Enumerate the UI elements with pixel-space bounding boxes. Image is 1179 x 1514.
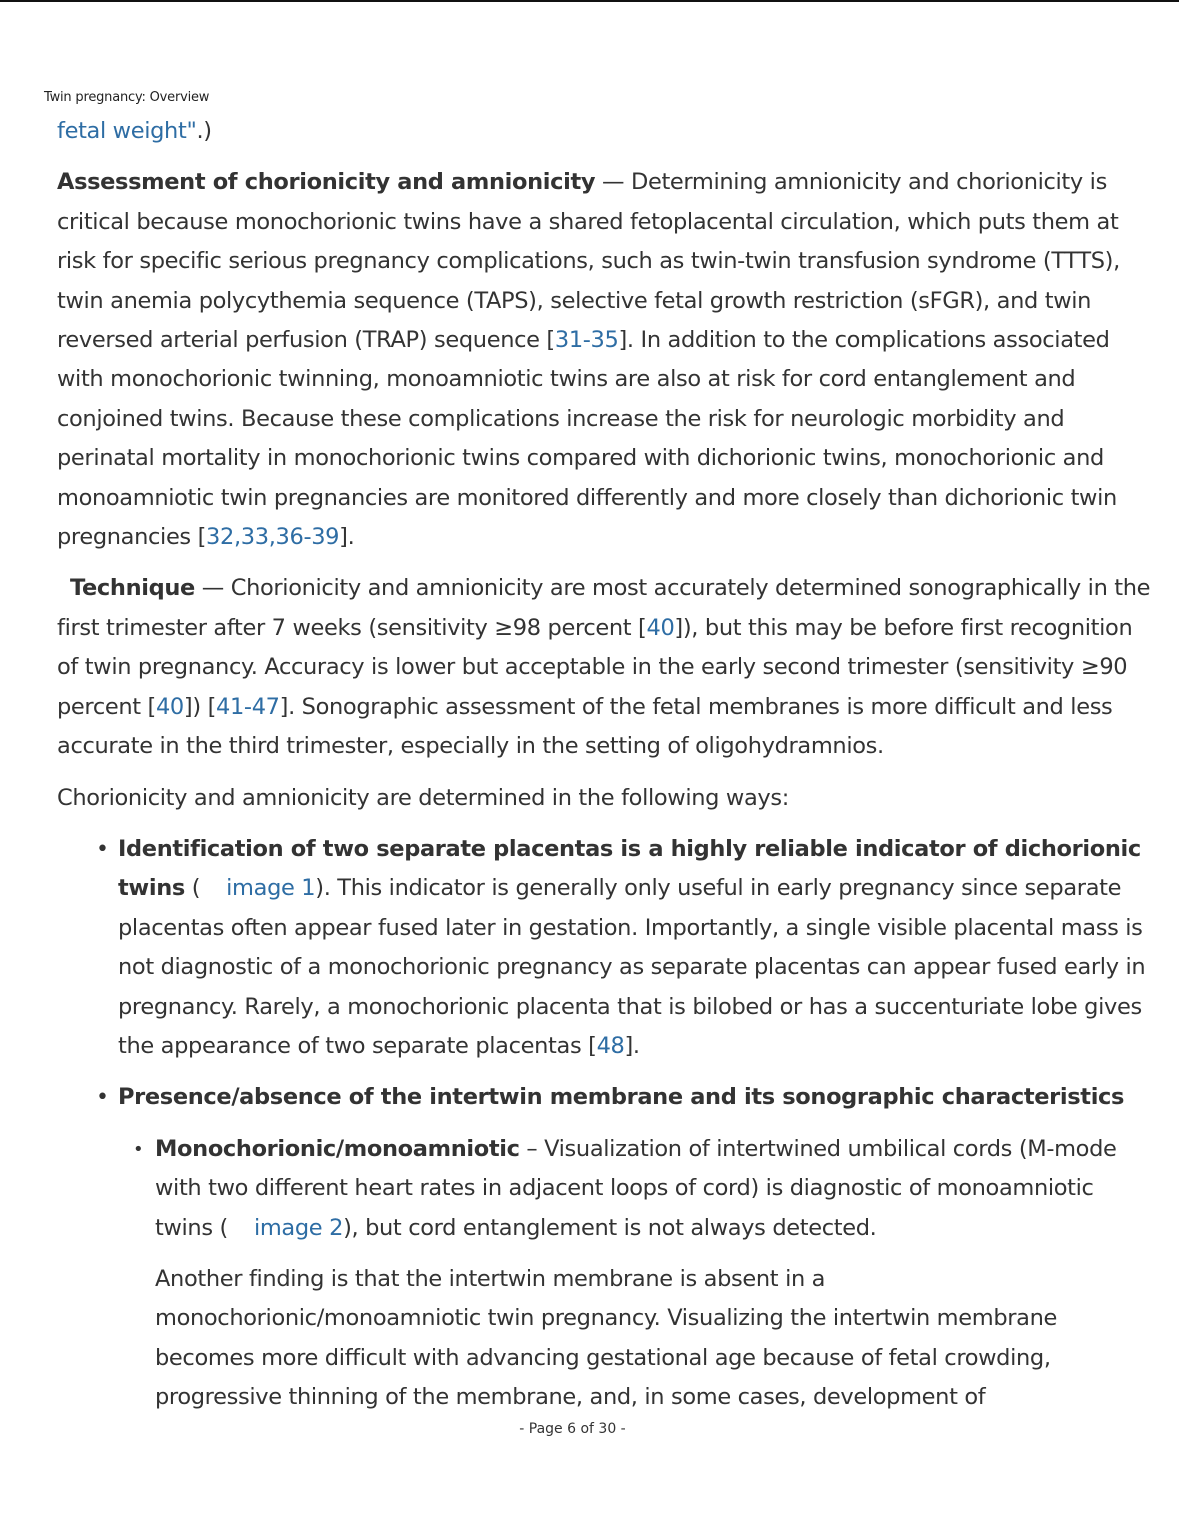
reference-link[interactable]: 40 <box>155 693 184 720</box>
image-2-link[interactable]: image 2 <box>253 1214 344 1241</box>
list-item: • Identification of two separate placentas is a highly reliable indicator of dichorionic twins ( image 1). This indicator is generally only useful in early pregnancy since separate placentas often appear fused later in gestation. Importantly, a single visible placental mass is not diagnostic of a monochorionic pregnancy as separate placentas can appear fused early in pregnancy. Rarely, a monochorionic placenta that is bilobed or has a succenturiate lobe gives the appearance of two separate placentas [48]. <box>118 830 1157 1066</box>
bullet-icon: • <box>96 1085 109 1111</box>
assessment-heading: Assessment of chorionicity and amnionicity <box>57 169 596 196</box>
reference-link[interactable]: 48 <box>596 1032 625 1059</box>
ways-intro: Chorionicity and amnionicity are determined in the following ways: <box>57 784 789 811</box>
image-1-link[interactable]: image 1 <box>226 875 316 902</box>
running-header-title: Twin pregnancy: Overview <box>44 90 210 105</box>
assessment-paragraph: Assessment of chorionicity and amnionicity — Determining amnionicity and chorionicity is critical because monochorionic twins have a shared fetoplacental circulation, which puts them at risk for specific serious pregnancy complications, such as twin-twin transfusion syndrome (TTTS), twin anemia polycythemia sequence (TAPS), selective fetal growth restriction (sFGR), and twin reversed arterial perfusion (TRAP) sequence [31-35]. In addition to the complications associated with monochorionic twinning, monoamniotic twins are also at risk for cord entanglement and conjoined twins. Because these complications increase the risk for neurologic morbidity and perinatal mortality in monochorionic twins compared with dichorionic twins, monochorionic and monoamniotic twin pregnancies are monitored differently and more closely than dichorionic twin pregnancies [32,33,36-39]. <box>57 169 1120 551</box>
page-number: - Page 6 of 30 - <box>519 1421 626 1437</box>
top-border-rule <box>0 0 1179 2</box>
document-body <box>57 112 1157 1430</box>
membrane-sublist <box>118 1130 1157 1418</box>
continuation-line: fetal weight".) <box>57 118 212 144</box>
sub-list-item: • Monochorionic/monoamniotic – Visualization of intertwined umbilical cords (M-mode with two different heart rates in adjacent loops of cord) is diagnostic of monoamniotic twins ( image 2), but cord entanglement is not always detected. Another finding is that the intertwin membrane is absent in a monochorionic/monoamniotic twin pregnancy. Visualizing the intertwin membrane becomes more difficult with advancing gestational age because of fetal crowding, progressive thinning of the membrane, and, in some cases, development of <box>155 1130 1157 1418</box>
sub-bullet-icon: • <box>133 1138 144 1160</box>
determination-methods-list <box>57 830 1157 1418</box>
technique-paragraph: Technique — Chorionicity and amnionicity are most accurately determined sonographically in the first trimester after 7 weeks (sensitivity ≥98 percent [40]), but this may be before first recognition of twin pregnancy. Accuracy is lower but acceptable in the early second trimester (sensitivity ≥90 percent [40]) [41-47]. Sonographic assessment of the fetal membranes is more difficult and less accurate in the third trimester, especially in the setting of oligohydramnios. <box>57 575 1151 760</box>
bullet-icon: • <box>96 836 109 862</box>
reference-link[interactable]: 31-35 <box>554 327 619 354</box>
reference-link[interactable]: 41-47 <box>216 693 280 720</box>
fetal-weight-link[interactable]: fetal weight" <box>57 118 197 144</box>
list-item: • Presence/absence of the intertwin membrane and its sonographic characteristics • Monochorionic/monoamniotic – Visualization of intertwined umbilical cords (M-mode with two different heart rates in adjacent loops of cord) is diagnostic of monoamniotic twins ( image 2), but cord entanglement is not always detected. Another finding is that the intertwin membrane is absent in a monochorionic/monoamniotic twin pregnancy. Visualizing the intertwin membrane becomes more difficult with advancing gestational age because of fetal crowding, progressive thinning of the membrane, and, in some cases, development of <box>118 1078 1157 1417</box>
reference-link[interactable]: 32,33,36-39 <box>206 524 340 551</box>
reference-link[interactable]: 40 <box>646 614 675 641</box>
technique-heading: Technique <box>70 575 195 602</box>
intertwin-membrane-paragraph: Another finding is that the intertwin membrane is absent in a monochorionic/monoamniotic twin pregnancy. Visualizing the intertwin membrane becomes more difficult with advancing gestational age because of fetal crowding, progressive thinning of the membrane, and, in some cases, development of <box>155 1265 1057 1411</box>
